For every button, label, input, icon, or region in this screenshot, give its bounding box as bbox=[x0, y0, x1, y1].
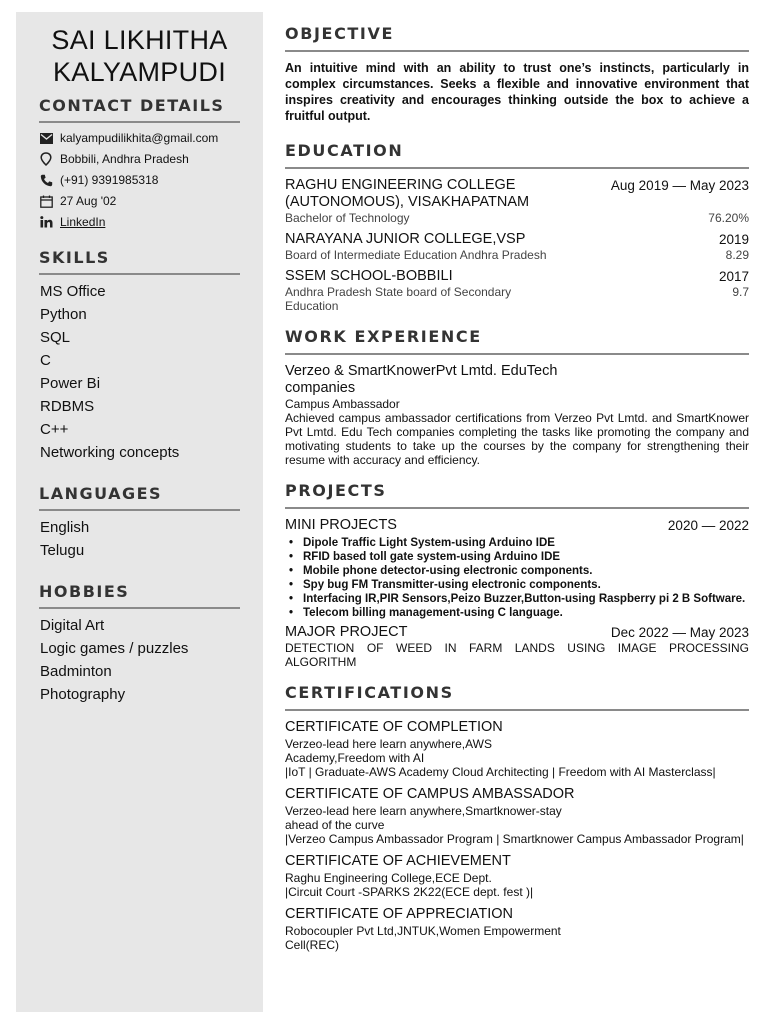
certificate-title: CERTIFICATE OF APPRECIATION bbox=[285, 906, 513, 922]
languages-heading: LANGUAGES bbox=[39, 484, 240, 511]
education-section bbox=[285, 141, 749, 313]
objective-text: An intuitive mind with an ability to trust one’s instincts, particularly in complex circumstances. Seeks a flexible and innovative environment that inspires creativity and encourages thinking outside the box to achieve a fruitful output. bbox=[285, 61, 749, 123]
certificate-issuer: Verzeo-lead here learn anywhere,AWS Academy,Freedom with AI bbox=[285, 737, 492, 765]
education-degree: Bachelor of Technology bbox=[285, 211, 410, 225]
contact-dob bbox=[39, 194, 240, 208]
mini-projects-title: MINI PROJECTS bbox=[285, 517, 397, 533]
certificate-entry bbox=[285, 906, 749, 952]
dob-text: 27 Aug '02 bbox=[60, 194, 117, 208]
certificate-entry bbox=[285, 786, 749, 846]
contact-phone[interactable] bbox=[39, 173, 240, 187]
certificate-entry bbox=[285, 719, 749, 779]
education-institution: RAGHU ENGINEERING COLLEGE (AUTONOMOUS), VISAKHAPATNAM bbox=[285, 177, 530, 210]
work-section bbox=[285, 327, 749, 467]
hobbies-list bbox=[40, 617, 240, 704]
mini-project-item: • Telecom billing management-using C language. bbox=[285, 606, 749, 620]
mini-project-item: • Dipole Traffic Light System-using Arduino IDE bbox=[285, 536, 749, 550]
education-degree: Board of Intermediate Education Andhra Pradesh bbox=[285, 248, 547, 262]
skill-item: C bbox=[40, 352, 51, 369]
work-role: Campus Ambassador bbox=[285, 397, 400, 411]
linkedin-icon bbox=[39, 215, 53, 229]
education-grade: 76.20% bbox=[708, 211, 749, 225]
linkedin-link[interactable]: LinkedIn bbox=[60, 215, 106, 229]
major-project-description: DETECTION OF WEED IN FARM LANDS USING IMAGE PROCESSING ALGORITHM bbox=[285, 641, 749, 669]
hobby-item: Digital Art bbox=[40, 617, 105, 634]
certificate-title: CERTIFICATE OF CAMPUS AMBASSADOR bbox=[285, 786, 575, 802]
education-date: 2019 bbox=[718, 232, 749, 247]
mini-projects-date: 2020 — 2022 bbox=[667, 518, 749, 533]
education-grade: 8.29 bbox=[725, 248, 749, 262]
candidate-name bbox=[39, 24, 240, 88]
skill-item: SQL bbox=[40, 329, 71, 346]
hobby-item: Badminton bbox=[40, 663, 112, 680]
skill-item: Power Bi bbox=[40, 375, 101, 392]
major-project-title: MAJOR PROJECT bbox=[285, 624, 408, 640]
mini-project-item: • Spy bug FM Transmitter-using electronic components. bbox=[285, 578, 749, 592]
work-heading: WORK EXPERIENCE bbox=[285, 327, 749, 355]
calendar-icon bbox=[39, 194, 53, 208]
projects-section bbox=[285, 481, 749, 669]
education-institution: SSEM SCHOOL-BOBBILI bbox=[285, 268, 453, 284]
main-content bbox=[285, 24, 749, 966]
skill-item: Networking concepts bbox=[40, 444, 180, 461]
location-text: Bobbili, Andhra Pradesh bbox=[60, 152, 189, 166]
education-entry bbox=[285, 231, 749, 262]
skill-item: RDBMS bbox=[40, 398, 95, 415]
certificate-detail: |Circuit Court -SPARKS 2K22(ECE dept. fest )| bbox=[285, 885, 534, 899]
education-date: Aug 2019 — May 2023 bbox=[610, 178, 749, 193]
skill-item: MS Office bbox=[40, 283, 106, 300]
hobbies-heading: HOBBIES bbox=[39, 582, 240, 609]
education-entry bbox=[285, 177, 749, 225]
languages-list bbox=[40, 519, 240, 560]
email-text: kalyampudilikhita@gmail.com bbox=[60, 131, 219, 145]
name-line-2: KALYAMPUDI bbox=[52, 57, 227, 87]
education-entry bbox=[285, 268, 749, 313]
hobby-item: Logic games / puzzles bbox=[40, 640, 189, 657]
certificate-issuer: Robocoupler Pvt Ltd,JNTUK,Women Empowerment Cell(REC) bbox=[285, 924, 561, 952]
certificate-issuer: Verzeo-lead here learn anywhere,Smartknower-stay ahead of the curve bbox=[285, 804, 562, 832]
education-grade: 9.7 bbox=[732, 285, 749, 299]
certificate-issuer: Raghu Engineering College,ECE Dept. bbox=[285, 871, 492, 885]
mail-icon bbox=[39, 131, 53, 145]
hobby-item: Photography bbox=[40, 686, 126, 703]
phone-icon bbox=[39, 173, 53, 187]
education-institution: NARAYANA JUNIOR COLLEGE,VSP bbox=[285, 231, 526, 247]
education-degree: Andhra Pradesh State board of Secondary Education bbox=[285, 285, 512, 313]
education-heading: EDUCATION bbox=[285, 141, 749, 169]
skills-heading: SKILLS bbox=[39, 248, 240, 275]
location-pin-icon bbox=[39, 152, 53, 166]
language-item: Telugu bbox=[40, 542, 85, 559]
certificate-detail: |IoT | Graduate-AWS Academy Cloud Architecting | Freedom with AI Masterclass| bbox=[285, 765, 716, 779]
contact-email[interactable] bbox=[39, 131, 240, 145]
objective-heading: OBJECTIVE bbox=[285, 24, 749, 52]
name-line-1: SAI LIKHITHA bbox=[51, 25, 228, 55]
mini-project-item: • Interfacing IR,PIR Sensors,Peizo Buzzer,Button-using Raspberry pi 2 B Software. bbox=[285, 592, 749, 606]
language-item: English bbox=[40, 519, 90, 536]
sidebar bbox=[16, 12, 263, 1012]
work-description: Achieved campus ambassador certifications from Verzeo Pvt Lmtd. and SmartKnower Pvt Lmtd. Edu Tech companies completing the tasks like promoting the company and motivating students to take up the courses by the company for strengthening their resume with accuracy and efficiency. bbox=[285, 411, 749, 467]
contact-list bbox=[39, 131, 240, 229]
certificate-title: CERTIFICATE OF ACHIEVEMENT bbox=[285, 853, 511, 869]
major-project-date: Dec 2022 — May 2023 bbox=[610, 625, 749, 640]
contact-heading: CONTACT DETAILS bbox=[39, 96, 240, 123]
mini-project-item: • RFID based toll gate system-using Arduino IDE bbox=[285, 550, 749, 564]
contact-location bbox=[39, 152, 240, 166]
mini-project-item: • Mobile phone detector-using electronic components. bbox=[285, 564, 749, 578]
phone-text: (+91) 9391985318 bbox=[60, 173, 159, 187]
certificate-title: CERTIFICATE OF COMPLETION bbox=[285, 719, 503, 735]
certifications-heading: CERTIFICATIONS bbox=[285, 683, 749, 711]
contact-linkedin[interactable] bbox=[39, 215, 240, 229]
work-company: Verzeo & SmartKnowerPvt Lmtd. EduTech companies bbox=[285, 363, 558, 396]
skill-item: C++ bbox=[40, 421, 69, 438]
certifications-section bbox=[285, 683, 749, 952]
mini-projects-list bbox=[285, 536, 749, 620]
skills-list bbox=[40, 283, 240, 462]
certificate-entry bbox=[285, 853, 749, 899]
projects-heading: PROJECTS bbox=[285, 481, 749, 509]
education-date: 2017 bbox=[718, 269, 749, 284]
skill-item: Python bbox=[40, 306, 87, 323]
certificate-detail: |Verzeo Campus Ambassador Program | Smartknower Campus Ambassador Program| bbox=[285, 832, 744, 846]
